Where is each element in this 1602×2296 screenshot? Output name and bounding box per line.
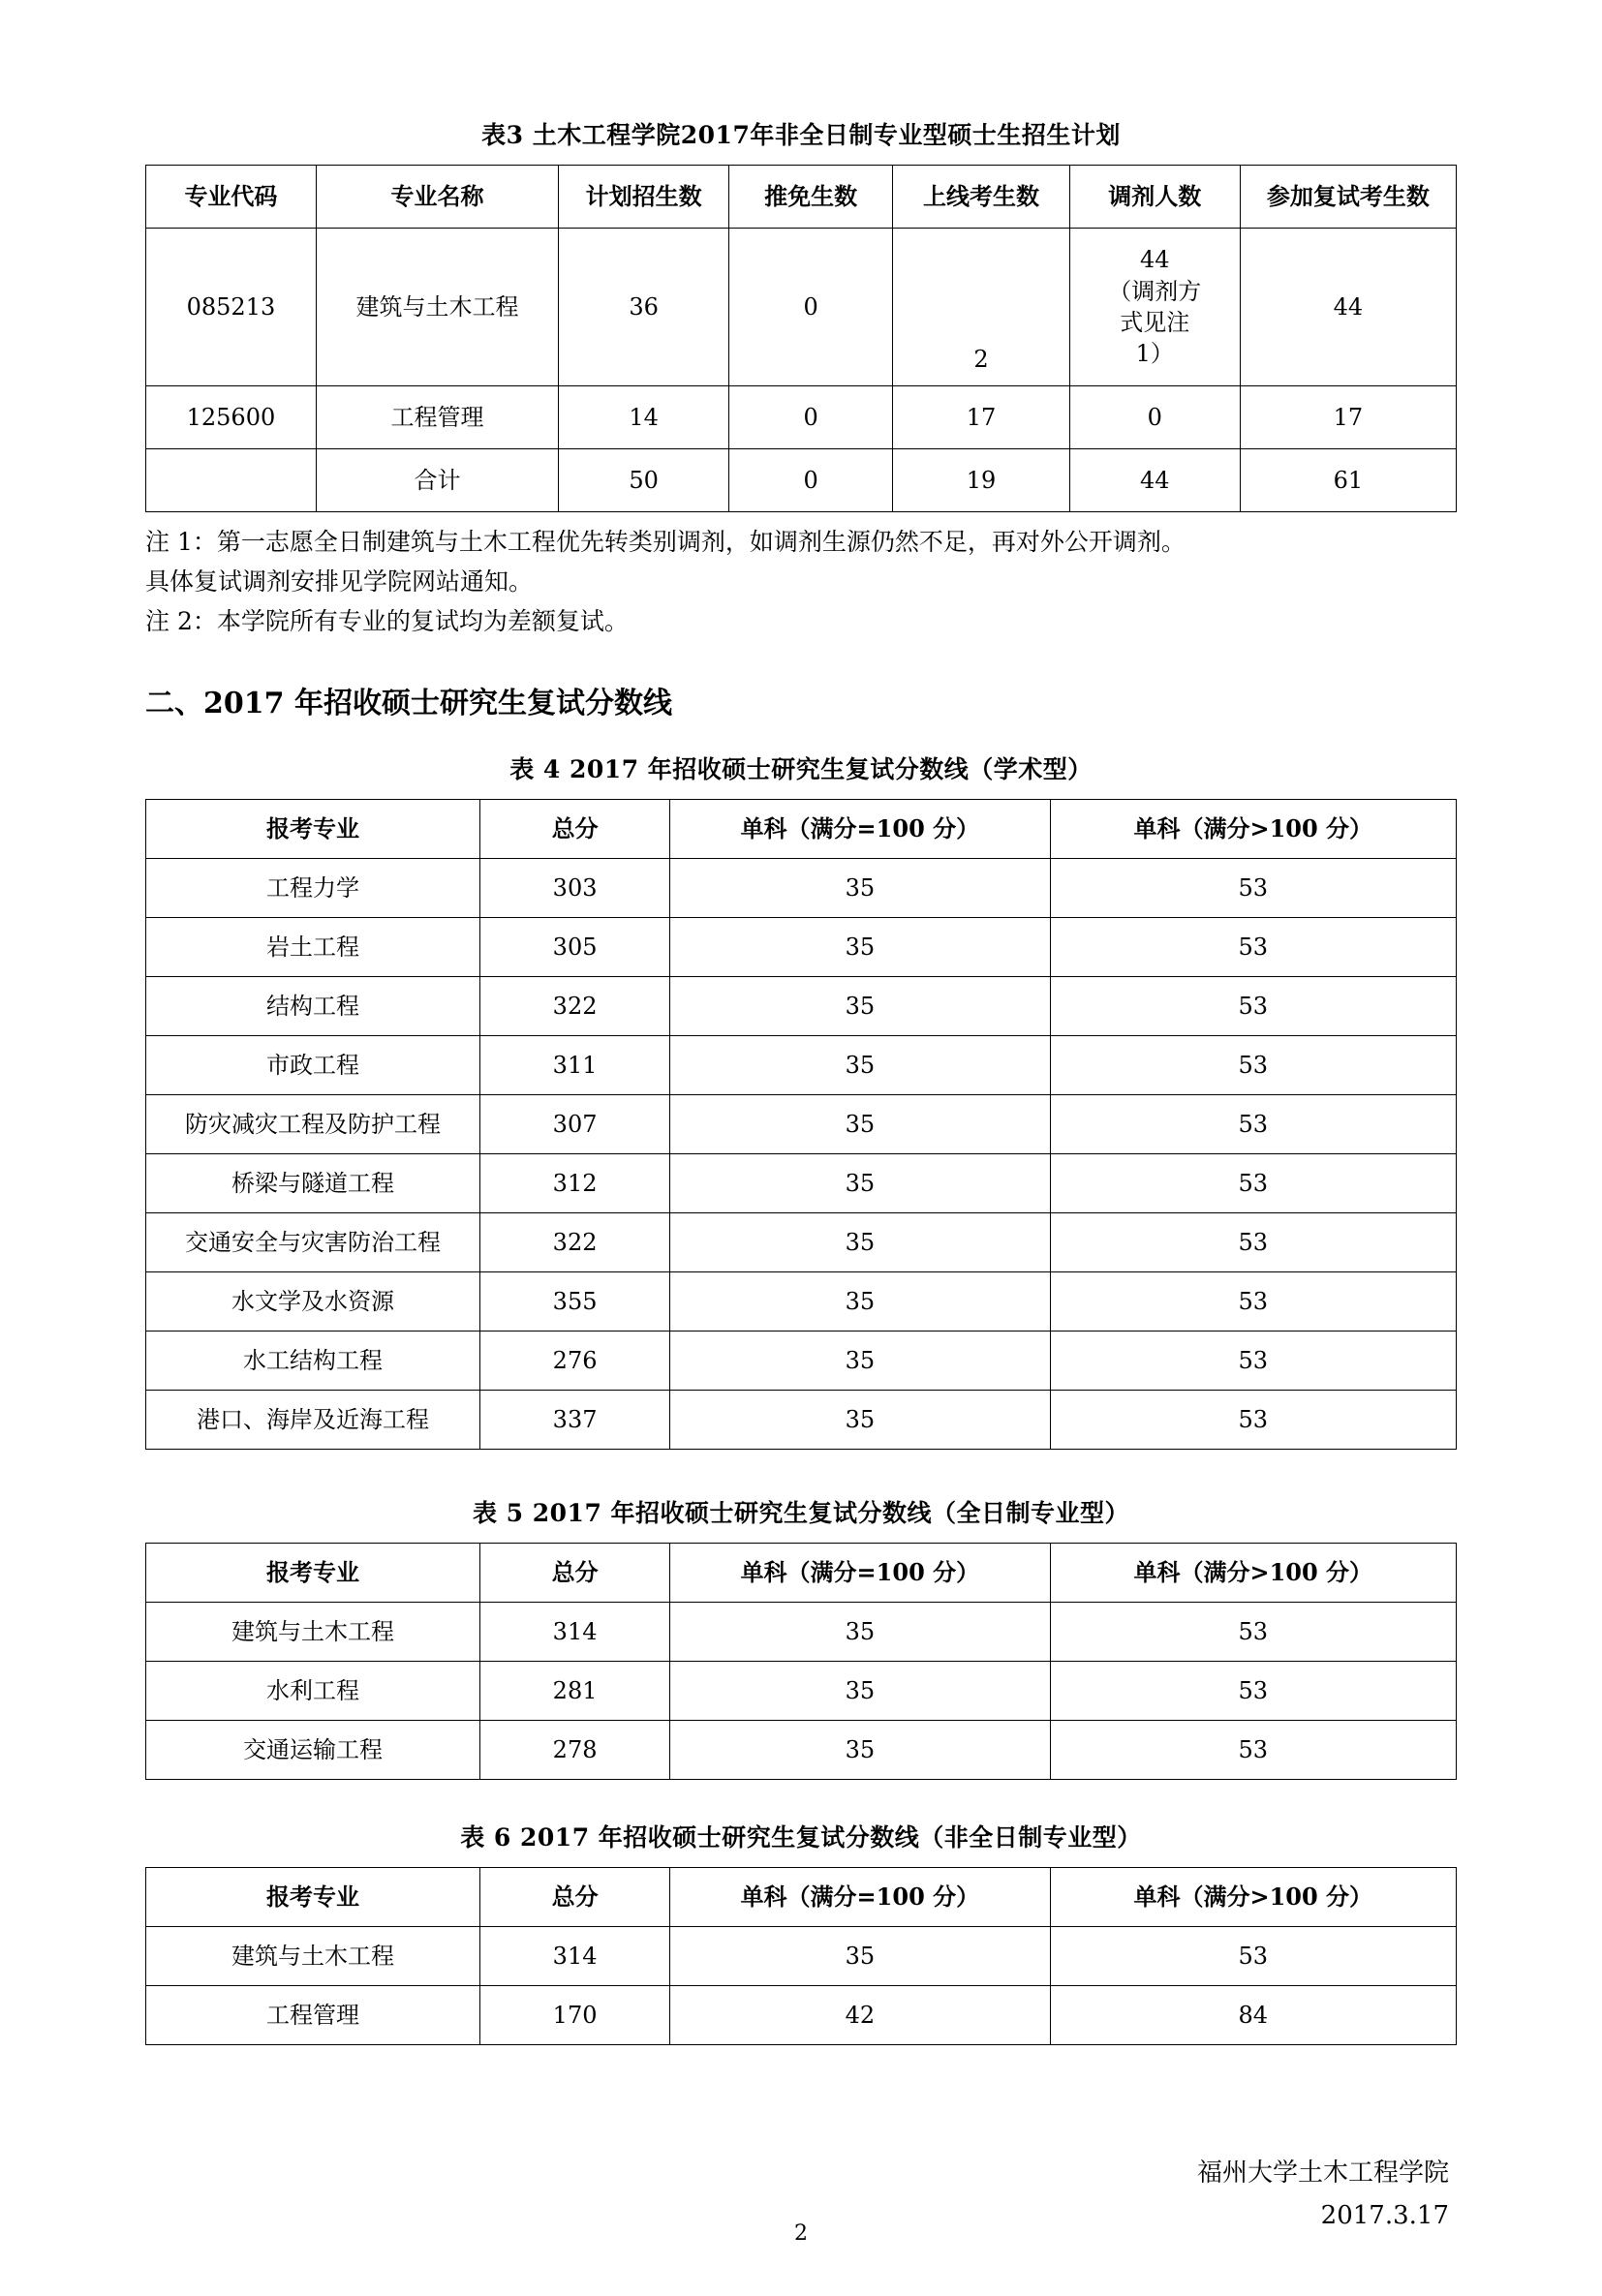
spacer [145, 1780, 1457, 1819]
table3-header-cell: 参加复试考生数 [1240, 166, 1456, 229]
table3-cell-code [146, 449, 317, 512]
table4-cell-single-gt100: 53 [1050, 1036, 1456, 1095]
table6-cell-major: 工程管理 [146, 1986, 480, 2045]
table3-cell-online: 19 [893, 449, 1070, 512]
table6-cell-single-gt100: 84 [1050, 1986, 1456, 2045]
table5-header-row [146, 1544, 1457, 1603]
table4-cell-single-gt100: 53 [1050, 1095, 1456, 1154]
table-row [146, 1332, 1457, 1391]
table3-cell-code: 125600 [146, 386, 317, 449]
table4-header-cell: 总分 [480, 800, 670, 859]
table3-cell-plan: 14 [559, 386, 729, 449]
table4-cell-total: 311 [480, 1036, 670, 1095]
table6-header-cell: 单科（满分>100 分） [1050, 1868, 1456, 1927]
table3-header-cell: 上线考生数 [893, 166, 1070, 229]
table4 [145, 799, 1457, 1450]
table4-cell-single-gt100: 53 [1050, 1272, 1456, 1332]
table3-header-cell: 专业代码 [146, 166, 317, 229]
table3-header-cell: 推免生数 [729, 166, 893, 229]
table4-cell-single100: 35 [670, 1095, 1050, 1154]
table-row [146, 1927, 1457, 1986]
table4-cell-total: 322 [480, 977, 670, 1036]
table-row [146, 1986, 1457, 2045]
table3-notes [145, 524, 1457, 640]
table4-cell-total: 307 [480, 1095, 670, 1154]
table4-cell-total: 337 [480, 1391, 670, 1450]
table4-cell-total: 355 [480, 1272, 670, 1332]
table3-cell-plan: 50 [559, 449, 729, 512]
table5-header-cell: 单科（满分>100 分） [1050, 1544, 1456, 1603]
table4-cell-single100: 35 [670, 977, 1050, 1036]
table4-cell-single-gt100: 53 [1050, 1332, 1456, 1391]
table4-cell-total: 322 [480, 1213, 670, 1272]
table-row [146, 1603, 1457, 1662]
table4-cell-single-gt100: 53 [1050, 1391, 1456, 1450]
table6-cell-major: 建筑与土木工程 [146, 1927, 480, 1986]
table5-header-cell: 总分 [480, 1544, 670, 1603]
table3-header-row [146, 166, 1457, 229]
table4-cell-single100: 35 [670, 1332, 1050, 1391]
table4-cell-single-gt100: 53 [1050, 859, 1456, 918]
table3-caption: 表3 土木工程学院2017年非全日制专业型硕士生招生计划 [481, 121, 1121, 149]
table5-cell-single100: 35 [670, 1662, 1050, 1721]
table3-cell-exempt: 0 [729, 386, 893, 449]
table4-cell-single-gt100: 53 [1050, 977, 1456, 1036]
table4-cell-total: 276 [480, 1332, 670, 1391]
table5-header-cell: 报考专业 [146, 1544, 480, 1603]
table4-cell-total: 303 [480, 859, 670, 918]
signature-date: 2017.3.17 [1320, 2201, 1449, 2231]
table4-cell-single100: 35 [670, 859, 1050, 918]
table-row [146, 918, 1457, 977]
table-row [146, 1662, 1457, 1721]
table6-header-cell: 单科（满分=100 分） [670, 1868, 1050, 1927]
table-row [146, 859, 1457, 918]
table5-cell-single-gt100: 53 [1050, 1721, 1456, 1780]
table5-cell-single100: 35 [670, 1603, 1050, 1662]
table-row [146, 1272, 1457, 1332]
table3 [145, 165, 1457, 512]
table3-cell-online: 17 [893, 386, 1070, 449]
table6 [145, 1867, 1457, 2045]
table4-block [145, 750, 1457, 1450]
table6-header-cell: 报考专业 [146, 1868, 480, 1927]
table3-cell-plan: 36 [559, 229, 729, 386]
spacer [145, 1450, 1457, 1494]
table3-header-cell: 专业名称 [316, 166, 558, 229]
table4-cell-major: 桥梁与隧道工程 [146, 1154, 480, 1213]
table4-header-row [146, 800, 1457, 859]
table4-cell-single-gt100: 53 [1050, 1213, 1456, 1272]
table4-cell-major: 水工结构工程 [146, 1332, 480, 1391]
table4-cell-major: 交通安全与灾害防治工程 [146, 1213, 480, 1272]
table4-cell-single-gt100: 53 [1050, 918, 1456, 977]
table4-header-cell: 单科（满分=100 分） [670, 800, 1050, 859]
note-line: 具体复试调剂安排见学院网站通知。 [145, 566, 534, 596]
table4-cell-single100: 35 [670, 1213, 1050, 1272]
table6-cell-total: 170 [480, 1986, 670, 2045]
table4-cell-major: 水文学及水资源 [146, 1272, 480, 1332]
table4-header-cell: 单科（满分>100 分） [1050, 800, 1456, 859]
table5-cell-total: 314 [480, 1603, 670, 1662]
table4-header-cell: 报考专业 [146, 800, 480, 859]
table5-cell-single-gt100: 53 [1050, 1662, 1456, 1721]
table3-adjust-line2: （调剂方 [1108, 277, 1202, 305]
note-line: 注 2：本学院所有专业的复试均为差额复试。 [145, 606, 629, 635]
table3-cell-exempt: 0 [729, 449, 893, 512]
table4-cell-single100: 35 [670, 1154, 1050, 1213]
table6-header-cell: 总分 [480, 1868, 670, 1927]
table3-block [145, 116, 1457, 640]
note-line: 注 1：第一志愿全日制建筑与土木工程优先转类别调剂，如调剂生源仍然不足，再对外公开调剂。 [145, 528, 1186, 556]
table-row [146, 386, 1457, 449]
signature-org: 福州大学土木工程学院 [1196, 2158, 1449, 2189]
table5-cell-total: 281 [480, 1662, 670, 1721]
table6-cell-total: 314 [480, 1927, 670, 1986]
table-row [146, 229, 1457, 386]
table5-cell-single-gt100: 53 [1050, 1603, 1456, 1662]
table5-cell-major: 建筑与土木工程 [146, 1603, 480, 1662]
table6-cell-single100: 42 [670, 1986, 1050, 2045]
table5-header-cell: 单科（满分=100 分） [670, 1544, 1050, 1603]
table4-cell-total: 305 [480, 918, 670, 977]
table3-cell-name: 建筑与土木工程 [316, 229, 558, 386]
table6-cell-single100: 35 [670, 1927, 1050, 1986]
section-heading: 二、2017 年招收硕士研究生复试分数线 [145, 687, 672, 721]
table4-cell-major: 结构工程 [146, 977, 480, 1036]
table4-caption: 表 4 2017 年招收硕士研究生复试分数线（学术型） [509, 755, 1093, 784]
table3-cell-adjust [1069, 229, 1240, 386]
table6-block [145, 1819, 1457, 2045]
table4-cell-major: 港口、海岸及近海工程 [146, 1391, 480, 1450]
table4-cell-single100: 35 [670, 1272, 1050, 1332]
table5-cell-major: 交通运输工程 [146, 1721, 480, 1780]
table3-cell-exempt: 0 [729, 229, 893, 386]
table3-adjust-line3: 式见注 [1120, 309, 1190, 336]
table-row [146, 1036, 1457, 1095]
table6-cell-single-gt100: 53 [1050, 1927, 1456, 1986]
table3-cell-name: 工程管理 [316, 386, 558, 449]
table3-cell-retest: 44 [1240, 229, 1456, 386]
table3-adjust-line4: 1） [1135, 340, 1174, 368]
table3-cell-online-bottom: 2 [973, 345, 989, 373]
table4-cell-single-gt100: 53 [1050, 1154, 1456, 1213]
table-row [146, 1095, 1457, 1154]
table3-cell-retest: 17 [1240, 386, 1456, 449]
table4-cell-major: 市政工程 [146, 1036, 480, 1095]
table4-cell-single100: 35 [670, 1391, 1050, 1450]
table3-cell-online [893, 229, 1070, 386]
table6-header-row [146, 1868, 1457, 1927]
table5-block [145, 1494, 1457, 1780]
table3-cell-code: 085213 [146, 229, 317, 386]
table-row [146, 1721, 1457, 1780]
table-row [146, 1213, 1457, 1272]
table6-caption: 表 6 2017 年招收硕士研究生复试分数线（非全日制专业型） [460, 1823, 1142, 1852]
table4-cell-single100: 35 [670, 1036, 1050, 1095]
table3-header-cell: 计划招生数 [559, 166, 729, 229]
table3-header-cell: 调剂人数 [1069, 166, 1240, 229]
table4-cell-major: 岩土工程 [146, 918, 480, 977]
table3-cell-adjust: 44 [1069, 449, 1240, 512]
table4-cell-major: 工程力学 [146, 859, 480, 918]
table3-adjust-line1: 44 [1139, 246, 1170, 274]
table-row [146, 977, 1457, 1036]
table3-cell-name: 合计 [316, 449, 558, 512]
table3-cell-adjust: 0 [1069, 386, 1240, 449]
table4-cell-major: 防灾减灾工程及防护工程 [146, 1095, 480, 1154]
table3-cell-retest: 61 [1240, 449, 1456, 512]
table-row [146, 1391, 1457, 1450]
table-row-total [146, 449, 1457, 512]
table5-cell-total: 278 [480, 1721, 670, 1780]
table5-cell-single100: 35 [670, 1721, 1050, 1780]
table4-cell-total: 312 [480, 1154, 670, 1213]
table-row [146, 1154, 1457, 1213]
page-number: 2 [794, 2220, 808, 2246]
table5-caption: 表 5 2017 年招收硕士研究生复试分数线（全日制专业型） [472, 1499, 1130, 1528]
table5-cell-major: 水利工程 [146, 1662, 480, 1721]
table5 [145, 1543, 1457, 1780]
table4-cell-single100: 35 [670, 918, 1050, 977]
